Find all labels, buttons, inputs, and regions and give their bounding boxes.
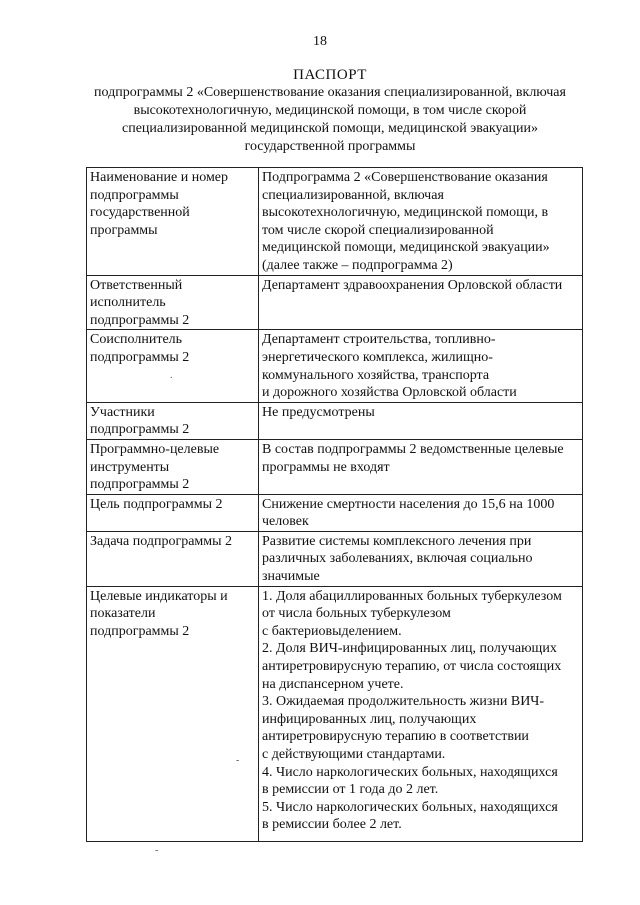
scan-speck: - [155,845,159,856]
label-line: Целевые индикаторы и [90,588,228,604]
scan-speck: - [236,755,240,766]
value-line: высокотехнологичную, медицинской помощи, в [262,205,549,221]
value-line: программы не входят [262,459,390,475]
label-line: подпрограммы 2 [90,349,190,365]
value-line: 2. Доля ВИЧ-инфицированных лиц, получающих [262,641,557,657]
value-line: специализированной, включая [262,187,444,203]
row-label [87,275,259,330]
value-line: от числа больных туберкулезом [262,606,451,622]
table-row-task [87,531,583,586]
label-line: подпрограммы [90,187,179,203]
value-line: 5. Число наркологических больных, находящихся [262,799,558,815]
value-line: инфицированных лиц, получающих [262,711,477,727]
scan-speck: . [170,370,173,381]
table-row-coexecutor [87,330,583,402]
row-label [87,402,259,439]
subtitle-line: подпрограммы 2 «Совершенствование оказания специализированной, включая [94,85,566,100]
row-value [259,275,583,330]
value-line: Подпрограмма 2 «Совершенствование оказания [262,170,548,185]
value-line: том числе скорой специализированной [262,222,494,238]
value-line: В состав подпрограммы 2 ведомственные целевые [262,441,564,457]
subtitle-line: государственной программы [244,139,416,154]
row-value [259,330,583,402]
label-line: исполнитель [90,295,166,311]
label-line: Наименование и номер [90,170,229,185]
table-row-participants [87,402,583,439]
document-title: ПАСПОРТ [293,67,367,83]
value-line: значимые [262,569,320,585]
label-line: программы [90,222,158,238]
table-row-goal [87,494,583,531]
row-value [259,531,583,586]
value-line: и дорожного хозяйства Орловской области [262,385,517,401]
row-label [87,168,259,276]
row-label [87,330,259,402]
value-line: различных заболеваниях, включая социально [262,551,533,567]
label-line: Задача подпрограммы 2 [90,533,233,549]
row-value [259,586,583,841]
table-row-responsible [87,275,583,330]
label-line: подпрограммы 2 [90,477,190,493]
value-line: 4. Число наркологических больных, находящихся [262,764,558,780]
value-line: Снижение смертности населения до 15,6 на 1000 [262,496,555,512]
label-line: подпрограммы 2 [90,422,190,438]
table-row-name [87,168,583,276]
value-line: в ремиссии от 1 года до 2 лет. [262,782,439,798]
value-line: антиретровирусную терапию, от числа состоящих [262,659,562,675]
value-line: Департамент здравоохранения Орловской области [262,277,563,293]
value-line: на диспансерном учете. [262,676,404,692]
row-value [259,494,583,531]
value-line: коммунального хозяйства, транспорта [262,367,490,383]
passport-header [70,66,590,156]
value-line: (далее также – подпрограмма 2) [262,257,453,273]
passport-table [86,167,583,842]
label-line: Соисполнитель [90,332,183,348]
value-line: Не предусмотрены [262,404,375,420]
table-row-instruments [87,439,583,494]
value-line: в ремиссии более 2 лет. [262,817,402,833]
label-line: подпрограммы 2 [90,312,190,328]
value-line: энергетического комплекса, жилищно- [262,349,493,365]
value-line: 3. Ожидаемая продолжительность жизни ВИЧ- [262,694,545,710]
label-line: государственной [90,205,190,221]
table-row-indicators [87,586,583,841]
label-line: подпрограммы 2 [90,623,190,639]
page-number: 18 [313,34,327,49]
value-line: с действующими стандартами. [262,747,446,762]
row-label [87,531,259,586]
subtitle-line: специализированной медицинской помощи, медицинской эвакуации» [121,121,539,136]
label-line: Ответственный [90,277,183,293]
subtitle-line: высокотехнологичную, медицинской помощи, в том числе скорой [133,103,527,118]
label-line: инструменты [90,459,170,475]
value-line: 1. Доля абациллированных больных туберкулезом [262,588,562,604]
value-line: с бактериовыделением. [262,623,402,639]
row-label [87,586,259,841]
row-label [87,494,259,531]
value-line: человек [262,514,309,530]
value-line: Развитие системы комплексного лечения при [262,533,532,549]
value-line: антиретровирусную терапию в соответствии [262,729,529,745]
label-line: Участники [90,404,155,420]
value-line: Департамент строительства, топливно- [262,332,496,348]
row-label [87,439,259,494]
label-line: Программно-целевые [90,441,220,457]
label-line: Цель подпрограммы 2 [90,496,223,512]
row-value [259,439,583,494]
label-line: показатели [90,606,156,622]
row-value [259,168,583,276]
row-value [259,402,583,439]
value-line: медицинской помощи, медицинской эвакуации» [262,240,550,256]
